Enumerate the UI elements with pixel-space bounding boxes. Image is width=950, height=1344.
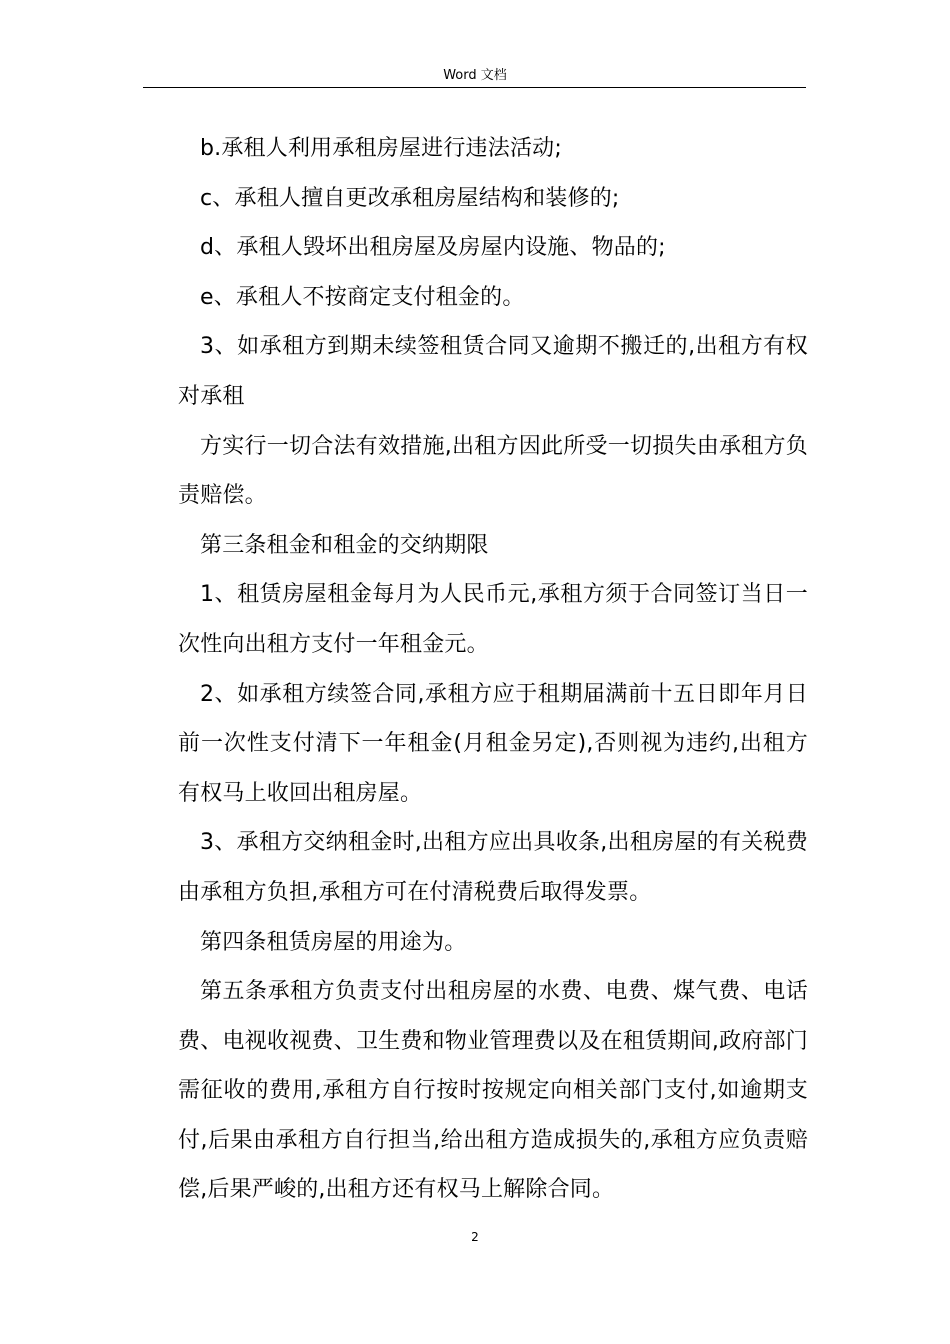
paragraph-clause-b: b.承租人利用承租房屋进行违法活动; <box>200 136 562 161</box>
paragraph-item-3-overdue: 3、如承租方到期未续签租赁合同又逾期不搬迁的,出租方有权对承租 <box>178 334 808 409</box>
paragraph-clause-e: e、承租人不按商定支付租金的。 <box>200 284 525 310</box>
header-divider <box>143 87 806 88</box>
paragraph-rent-item-3: 3、承租方交纳租金时,出租方应出具收条,出租房屋的有关税费由承租方负担,承租方可在付清税费后取得发票。 <box>178 830 808 905</box>
article-4-heading: 第四条租赁房屋的用途为。 <box>200 929 467 955</box>
paragraph-rent-item-2: 2、如承租方续签合同,承租方应于租期届满前十五日即年月日前一次性支付清下一年租金(月租金另定),否则视为违约,出租方有权马上收回出租房屋。 <box>178 681 808 806</box>
page-header-title: Word 文档 <box>443 68 507 83</box>
article-5-paragraph: 第五条承租方负责支付出租房屋的水费、电费、煤气费、电话费、电视收视费、卫生费和物业管理费以及在租赁期间,政府部门需征收的费用,承租方自行按时按规定向相关部门支付,如逾期支付,后果由承租方自行担当,给出租方造成损失的,承租方应负责赔偿,后果严峻的,出租方还有权马上解除合同。 <box>178 979 808 1203</box>
page-number: 2 <box>471 1230 479 1244</box>
paragraph-clause-c: c、承租人擅自更改承租房屋结构和装修的; <box>200 185 620 211</box>
paragraph-rent-item-1: 1、租赁房屋租金每月为人民币元,承租方须于合同签订当日一次性向出租方支付一年租金元。 <box>178 582 808 657</box>
paragraph-measures: 方实行一切合法有效措施,出租方因此所受一切损失由承租方负责赔偿。 <box>178 433 808 509</box>
document-body <box>178 124 808 1215</box>
paragraph-clause-d: d、承租人毁坏出租房屋及房屋内设施、物品的; <box>200 235 666 261</box>
article-3-heading: 第三条租金和租金的交纳期限 <box>200 532 489 558</box>
